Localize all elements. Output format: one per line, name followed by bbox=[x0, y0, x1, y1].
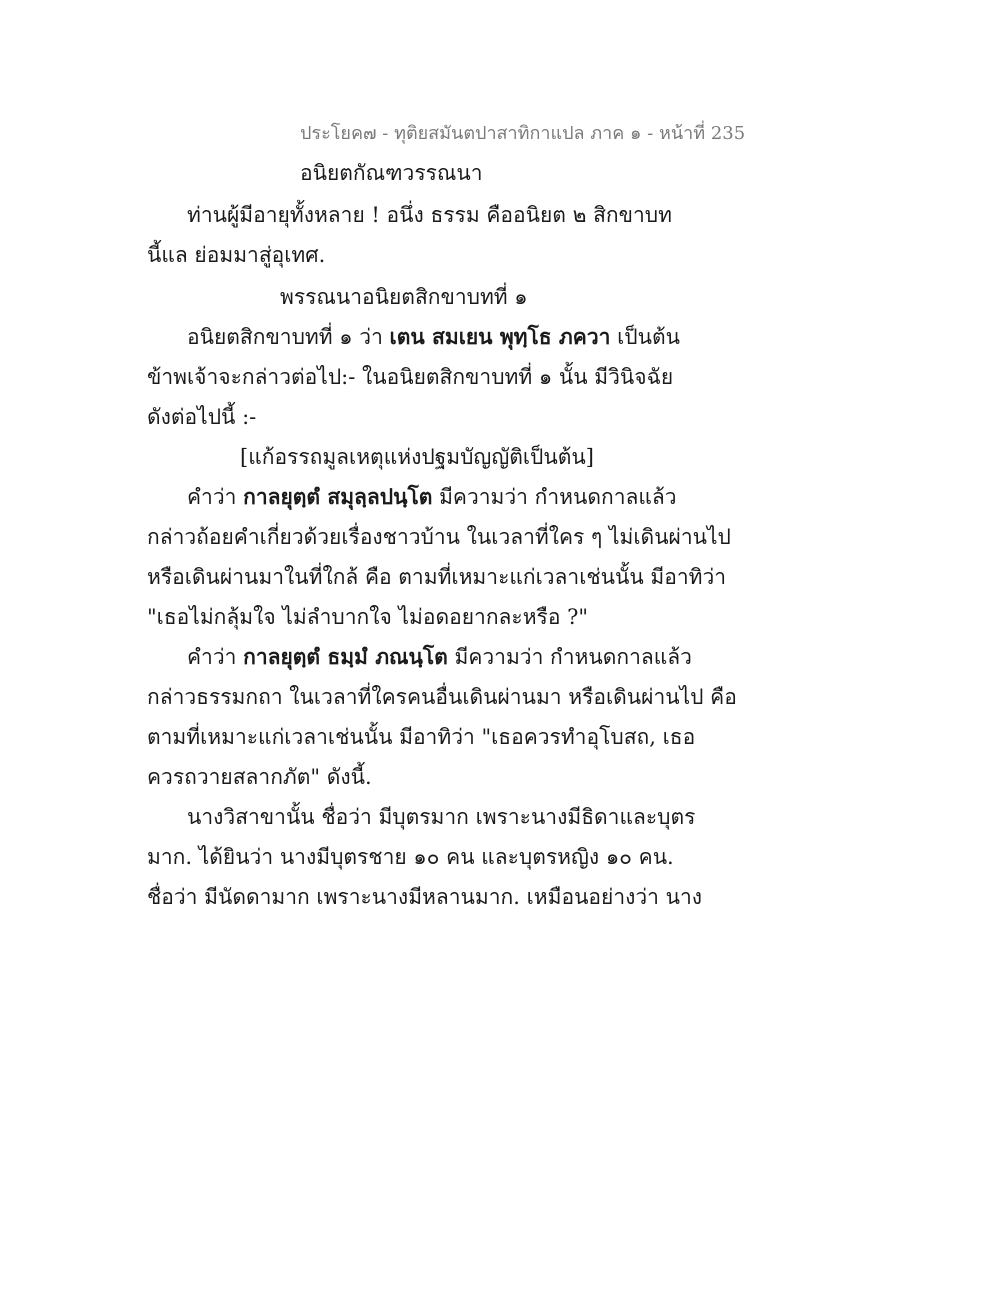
text-line: หรือเดินผ่านมาในที่ใกล้ คือ ตามที่เหมาะแก่เวลาเช่นนั้น มีอาทิว่า bbox=[147, 565, 727, 589]
text-line: ตามที่เหมาะแก่เวลาเช่นนั้น มีอาทิว่า "เธอควรทำอุโบสถ, เธอ bbox=[147, 725, 696, 749]
text-segment: มีความว่า กำหนดกาลแล้ว bbox=[447, 645, 692, 669]
text-segment: อนิยตสิกขาบทที่ ๑ ว่า bbox=[187, 325, 390, 349]
text-line: "เธอไม่กลุ้มใจ ไม่ลำบากใจ ไม่อดอยากละหรือ ?" bbox=[147, 605, 589, 629]
text-segment: เป็นต้น bbox=[610, 325, 680, 349]
text-line: ดังต่อไปนี้ :- bbox=[147, 405, 257, 429]
pali-term: กาลยุตฺตํ ธมฺมํ ภณนฺโต bbox=[243, 644, 448, 669]
text-line: ชื่อว่า มีนัดดามาก เพราะนางมีหลานมาก. เหมือนอย่างว่า นาง bbox=[147, 885, 703, 909]
text-segment: มีความว่า กำหนดกาลแล้ว bbox=[432, 485, 677, 509]
text-line bbox=[187, 482, 677, 512]
text-line: นางวิสาขานั้น ชื่อว่า มีบุตรมาก เพราะนางมีธิดาและบุตร bbox=[187, 805, 696, 829]
pali-term: กาลยุตฺตํ สมุลฺลปนฺโต bbox=[243, 484, 433, 509]
text-line: นี้แล ย่อมมาสู่อุเทศ. bbox=[147, 243, 326, 267]
text-line bbox=[187, 642, 692, 672]
text-segment: คำว่า bbox=[187, 485, 244, 509]
subsection-title: พรรณนาอนิยตสิกขาบทที่ ๑ bbox=[280, 285, 528, 309]
text-segment: คำว่า bbox=[187, 645, 244, 669]
bracketed-heading: [แก้อรรถมูลเหตุแห่งปฐมบัญญัติเป็นต้น] bbox=[240, 445, 594, 469]
page-header: ประโยค๗ - ทุติยสมันตปาสาทิกาแปล ภาค ๑ - หน้าที่ 235 bbox=[300, 123, 746, 144]
text-line: มาก. ได้ยินว่า นางมีบุตรชาย ๑๐ คน และบุตรหญิง ๑๐ คน. bbox=[147, 845, 674, 869]
section-title: อนิยตกัณฑวรรณนา bbox=[300, 161, 483, 185]
text-line: ท่านผู้มีอายุทั้งหลาย ! อนึ่ง ธรรม คืออนิยต ๒ สิกขาบท bbox=[187, 203, 672, 227]
text-line bbox=[187, 322, 680, 352]
text-line: กล่าวธรรมกถา ในเวลาที่ใครคนอื่นเดินผ่านมา หรือเดินผ่านไป คือ bbox=[147, 685, 737, 709]
text-line: ควรถวายสลากภัต" ดังนี้. bbox=[147, 765, 372, 789]
text-line: กล่าวถ้อยคำเกี่ยวด้วยเรื่องชาวบ้าน ในเวลาที่ใคร ๆ ไม่เดินผ่านไป bbox=[147, 525, 731, 549]
text-line: ข้าพเจ้าจะกล่าวต่อไป:- ในอนิยตสิกขาบทที่ ๑ นั้น มีวินิจฉัย bbox=[147, 365, 674, 389]
pali-term: เตน สมเยน พุทฺโธ ภควา bbox=[389, 324, 611, 349]
